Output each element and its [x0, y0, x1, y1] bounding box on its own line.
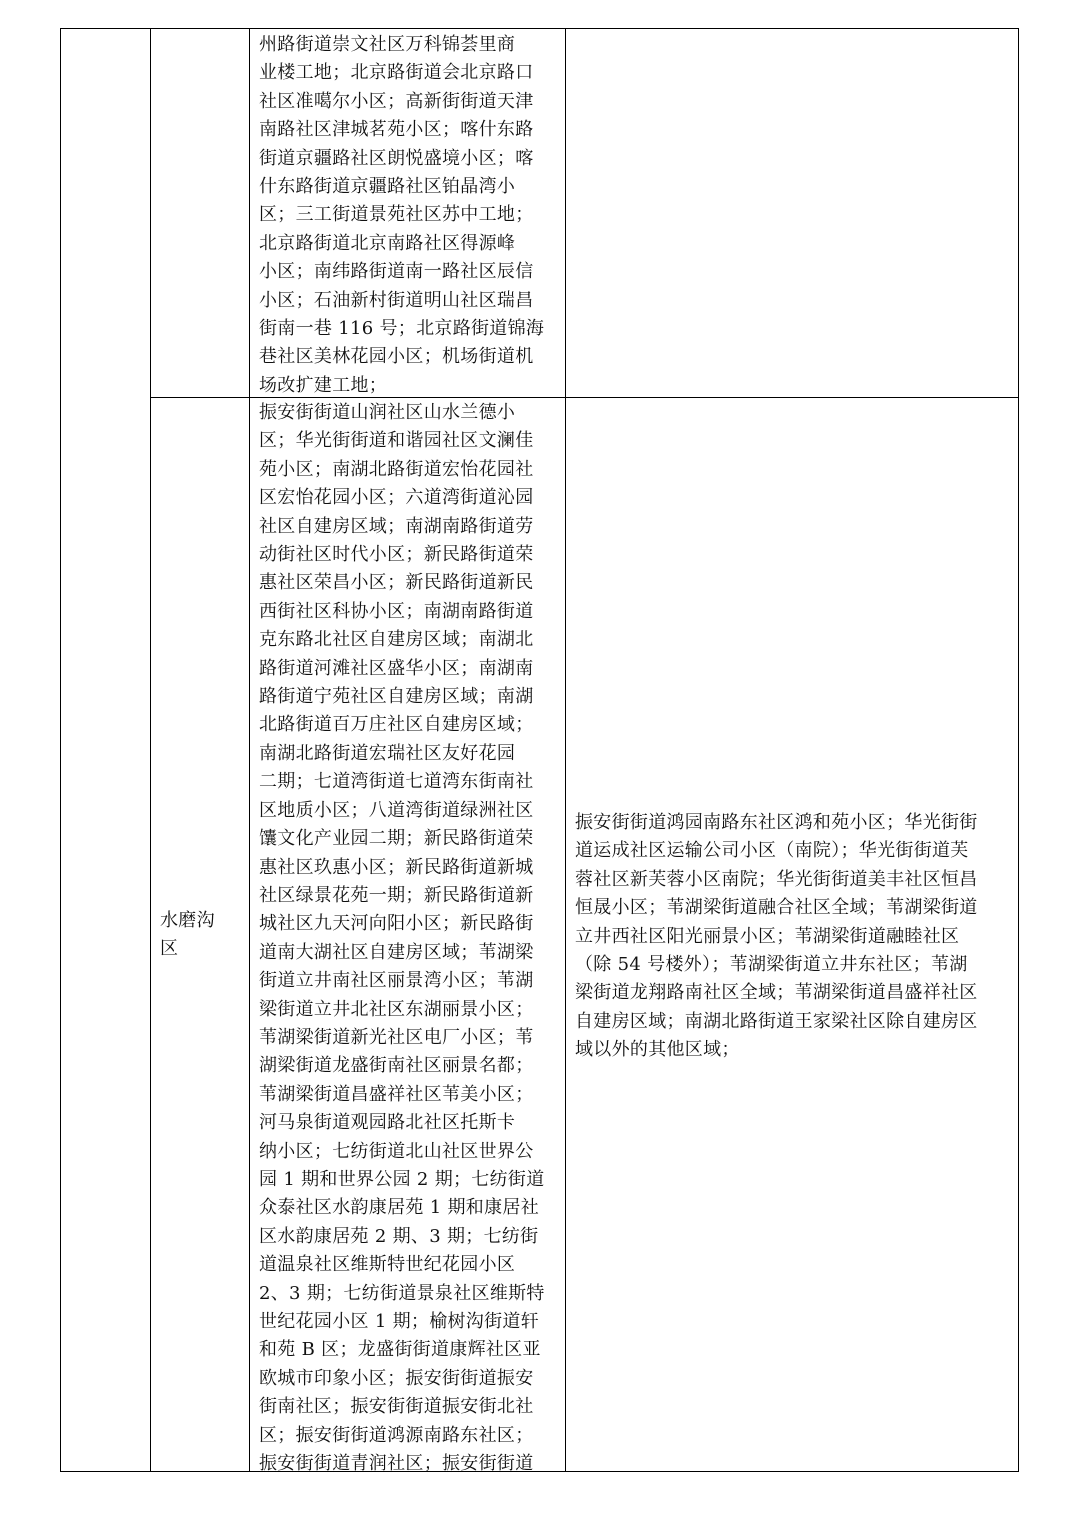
text-line: 场改扩建工地；: [259, 374, 388, 396]
text-line: 社区自建房区域；南湖南路街道劳: [259, 515, 534, 537]
text-line: 社区准噶尔小区；高新街街道天津: [259, 90, 534, 112]
text-line: 州路街道崇文社区万科锦荟里商: [259, 34, 516, 55]
text-line: 小区；石油新村街道明山社区瑞昌: [259, 289, 534, 311]
text-line: 街南一巷 116 号；北京路街道锦海: [259, 318, 545, 340]
text-line: 苇湖梁街道昌盛祥社区苇美小区；: [259, 1083, 534, 1105]
text-line: 苑小区；南湖北路街道宏怡花园社: [259, 458, 534, 480]
text-line: 区宏怡花园小区；六道湾街道沁园: [259, 487, 534, 509]
text-line: 区水韵康居苑 2 期、3 期；七纺街: [259, 1225, 539, 1247]
text-line: 园 1 期和世界公园 2 期；七纺街道: [259, 1168, 545, 1190]
text-line: 区: [160, 938, 179, 959]
text-line: 惠社区玖惠小区；新民路街道新城: [259, 856, 534, 878]
text-line: 动街社区时代小区；新民路街道荣: [259, 544, 534, 566]
text-line: 区；三工街道景苑社区苏中工地；: [259, 204, 534, 226]
text-line: 街南社区；振安街街道振安街北社: [259, 1396, 534, 1418]
text-line: 街道立井南社区丽景湾小区；苇湖: [259, 970, 534, 992]
text-line: 2、3 期；七纺街道景泉社区维斯特: [259, 1282, 545, 1304]
text-line: 南湖北路街道宏瑞社区友好花园: [259, 742, 516, 764]
text-line: 梁街道龙翔路南社区全域；苇湖梁街道昌盛祥社区: [575, 982, 978, 1004]
text-line: 道温泉社区维斯特世纪花园小区: [259, 1254, 516, 1276]
text-line: （除 54 号楼外）；苇湖梁街道立井东社区；苇湖: [575, 954, 968, 976]
text-line: 苇湖梁街道新光社区电厂小区；苇: [259, 1026, 534, 1048]
text-line: 路街道河滩社区盛华小区；南湖南: [259, 657, 534, 679]
text-line: 北京路街道北京南路社区得源峰: [259, 232, 516, 254]
text-line: 区；振安街街道鸿源南路东社区；: [259, 1424, 534, 1446]
text-line: 立井西社区阳光丽景小区；苇湖梁街道融睦社区: [575, 925, 960, 947]
column-divider: [150, 29, 151, 1471]
row-2-low-risk-areas: [575, 809, 1015, 1065]
text-line: 惠社区荣昌小区；新民路街道新民: [259, 572, 534, 594]
text-line: 区地质小区；八道湾街道绿洲社区: [259, 799, 534, 821]
text-line: 南路社区津城茗苑小区；喀什东路: [259, 119, 534, 141]
text-line: 振安街街道山润社区山水兰德小: [259, 402, 516, 423]
text-line: 和苑 B 区；龙盛街街道康辉社区亚: [259, 1339, 541, 1361]
text-line: 街道京疆路社区朗悦盛境小区；喀: [259, 147, 534, 169]
text-line: 众泰社区水韵康居苑 1 期和康居社: [259, 1197, 539, 1219]
text-line: 欧城市印象小区；振安街街道振安: [259, 1367, 534, 1389]
text-line: 北路街道百万庄社区自建房区域；: [259, 714, 534, 736]
text-line: 巷社区美林花园小区；机场街道机: [259, 346, 534, 368]
column-divider: [565, 29, 566, 1471]
text-line: 区；华光街街道和谐园社区文澜佳: [259, 430, 534, 452]
text-line: 路街道宁苑社区自建房区域；南湖: [259, 686, 534, 708]
text-line: 梁街道立井北社区东湖丽景小区；: [259, 998, 534, 1020]
text-line: 什东路街道京疆路社区铂晶湾小: [259, 176, 516, 198]
text-line: 自建房区域；南湖北路街道王家梁社区除自建房区: [575, 1010, 978, 1032]
text-line: 水磨沟: [160, 910, 215, 931]
text-line: 小区；南纬路街道南一路社区辰信: [259, 261, 534, 283]
text-line: 城社区九天河向阳小区；新民路街: [259, 913, 534, 935]
text-line: 馕文化产业园二期；新民路街道荣: [259, 828, 534, 850]
text-line: 湖梁街道龙盛街南社区丽景名都；: [259, 1055, 534, 1077]
text-line: 社区绿景花苑一期；新民路街道新: [259, 884, 534, 906]
text-line: 纳小区；七纺街道北山社区世界公: [259, 1140, 534, 1162]
text-line: 河马泉街道观园路北社区托斯卡: [259, 1112, 516, 1134]
text-line: 业楼工地；北京路街道会北京路口: [259, 62, 534, 84]
text-line: 振安街街道青润社区；振安街街道: [259, 1453, 534, 1475]
text-line: 道运成社区运输公司小区（南院）；华光街街道芙: [575, 840, 969, 862]
text-line: 克东路北社区自建房区域；南湖北: [259, 629, 534, 651]
text-line: 恒晟小区；苇湖梁街道融合社区全域；苇湖梁街道: [575, 897, 978, 919]
text-line: 西街社区科协小区；南湖南路街道: [259, 600, 534, 622]
text-line: 道南大湖社区自建房区域；苇湖梁: [259, 941, 534, 963]
row-2-medium-risk-areas: [259, 399, 559, 1475]
text-line: 二期；七道湾街道七道湾东街南社: [259, 771, 534, 793]
column-divider: [249, 29, 250, 1471]
text-line: 蓉社区新芙蓉小区南院；华光街街道美丰社区恒昌: [575, 868, 978, 890]
district-name: [160, 907, 240, 963]
text-line: 振安街街道鸿园南路东社区鸿和苑小区；华光街街: [575, 812, 978, 833]
text-line: 世纪花园小区 1 期；榆树沟街道轩: [259, 1311, 539, 1332]
row-1-medium-risk-areas: [259, 31, 559, 396]
text-line: 域以外的其他区域；: [575, 1039, 740, 1061]
data-table: [60, 28, 1019, 1475]
